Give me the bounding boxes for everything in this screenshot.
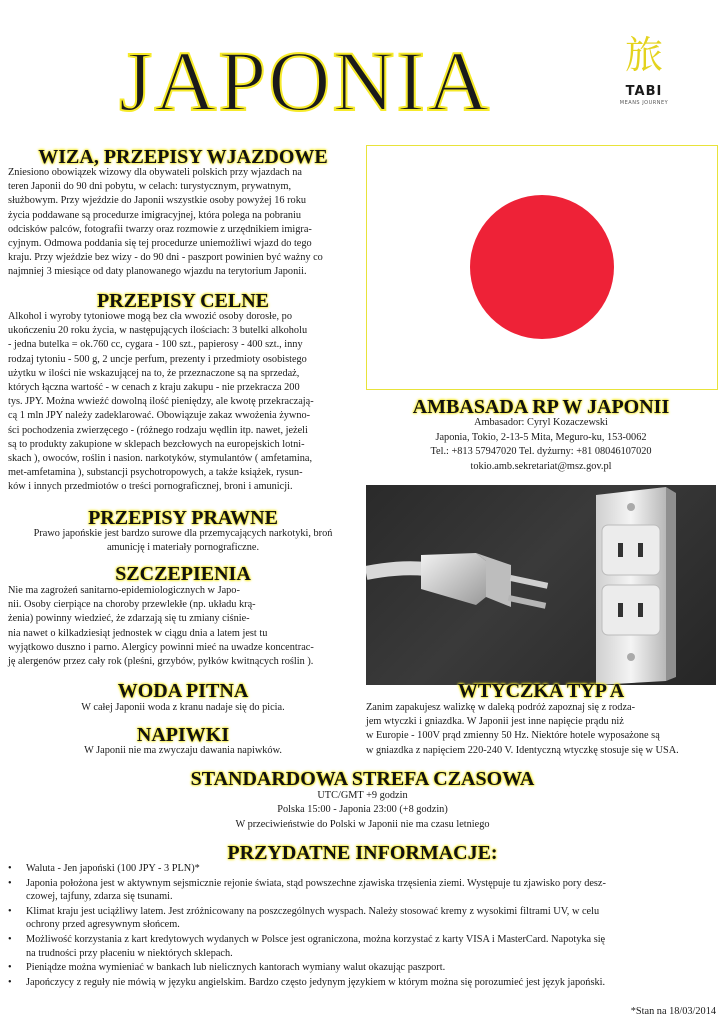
text-line: W przeciwieństwie do Polski w Japonii nie ma czasu letniego xyxy=(235,818,490,830)
text-line: Alkohol i wyroby tytoniowe mogą bez cła wwozić osoby dorosłe, po xyxy=(8,311,292,322)
text-line: kraju. Przy wjeździe bez wizy - do 90 dni - paszport powinien być ważny co xyxy=(8,252,323,264)
text-line: ukończeniu 20 roku życia, w następujących ilościach: 3 butelki alkoholu xyxy=(8,325,308,337)
text-line: odcisków palców, fotografii twarzy oraz rozmowie z urzędnikiem imigra- xyxy=(8,223,312,235)
list-item: • Waluta - Jen japoński (100 JPY - 3 PLN)* xyxy=(4,862,720,876)
text-line: nii. Osoby cierpiące na choroby przewlekłe (np. układu krą- xyxy=(8,599,256,611)
list-item: • Japończycy z reguły nie mówią w języku angielskim. Bardzo często jedynym językiem w którym można się porozumieć jest język japoński. xyxy=(4,976,720,990)
plug-socket-image xyxy=(366,485,716,685)
section-ambasada xyxy=(366,416,716,474)
section-strefa xyxy=(0,789,725,832)
list-item: • Klimat kraju jest uciążliwy latem. Jest zróżnicowany na poszczególnych wyspach. Należy stosować kremy z wysokimi filtrami UV, w celu ochrony przed agresywnym słońcem. xyxy=(4,905,720,932)
page-title: JAPONIA xyxy=(118,33,492,129)
heading-przydatne: PRZYDATNE INFORMACJE: xyxy=(227,842,498,864)
heading-szczepienia: SZCZEPIENIA xyxy=(115,563,251,585)
info-list xyxy=(4,862,720,990)
text-line: najmniej 3 miesiące od daty planowanego wjazdu na terytorium Japonii. xyxy=(8,266,307,278)
heading-prawne: PRZEPISY PRAWNE xyxy=(88,507,278,529)
text-line: skach ), owoców, roślin i nasion. narkotyków, stymulantów ( amfetamina, xyxy=(8,453,313,465)
list-item: • Japonia położona jest w aktywnym sejsmicznie rejonie świata, stąd powszechne zjawiska trzęsienia ziemi. Występuje tu zjawisko pory desz- czowej, tajfuny, zdarza się tsunami. xyxy=(4,877,720,904)
ambassador-name: Ambasador: Cyryl Kozaczewski xyxy=(474,417,608,428)
text-line: w gniazdka z napięciem 220-240 V. Identyczną wtyczkę stosuje się w USA. xyxy=(366,744,679,756)
text-line: - jedna butelka = ok.760 cc, cygara - 100 szt., papierosy - 400 szt., inny xyxy=(8,339,303,351)
text-line: jem wtyczki i gniazdka. W Japonii jest inne napięcie prądu niż xyxy=(366,716,624,728)
heading-napiwki: NAPIWKI xyxy=(136,724,230,746)
text-line: służbowym. Przy wjeździe do Japonii wszystkie osoby powyżej 16 roku xyxy=(8,195,306,207)
heading-wtyczka: WTYCZKA TYP A xyxy=(457,680,625,702)
text-line: życia poddawane są procedurze imigracyjnej, która polega na pobraniu xyxy=(8,209,302,221)
text-line: tys. JPY. Można wwieźć dowolną ilość pieniędzy, ale kwotę przekraczają- xyxy=(8,396,314,408)
text-line: Zniesiono obowiązek wizowy dla obywateli polskich przy wjazdach na xyxy=(8,167,302,178)
text-line: wyjątkowo duszno i parno. Alergicy powinni mieć na uwadze koncentrac- xyxy=(8,641,314,653)
section-wiza xyxy=(8,166,358,280)
heading-celne: PRZEPISY CELNE xyxy=(96,290,270,312)
text-line: są to produkty zakupione w sklepach bezcłowych na europejskich lotni- xyxy=(8,438,305,450)
footnote-date: *Stan na 18/03/2014 xyxy=(630,1006,716,1017)
flag-sun xyxy=(470,195,614,339)
text-line: ję alergenów przez cały rok (pleśni, grzybów, pyłków kwitnących roślin ). xyxy=(8,656,314,668)
text-line: teren Japonii do 90 dni pobytu, w celach: turystycznym, prywatnym, xyxy=(8,181,292,193)
text-line: żenia) powinny wiedzieć, że zdarzają się tu zmiany ciśnie- xyxy=(8,613,250,625)
heading-woda: WODA PITNA xyxy=(117,680,249,702)
text-line: Zanim zapakujesz walizkę w daleką podróż zapoznaj się z rodza- xyxy=(366,702,636,713)
list-item: • Pieniądze można wymieniać w bankach lub nielicznych kantorach wymiany walut okazując paszport. xyxy=(4,961,720,975)
heading-wiza: WIZA, PRZEPISY WJAZDOWE xyxy=(38,146,328,168)
text-line: cyjnym. Odmowa poddania się tej procedurze uniemożliwi wjazd do tego xyxy=(8,238,312,250)
text-woda: W całej Japonii woda z kranu nadaje się do picia. xyxy=(81,702,285,713)
section-wtyczka xyxy=(366,701,716,758)
heading-ambasada: AMBASADA RP W JAPONII xyxy=(412,396,670,418)
text-line: Polska 15:00 - Japonia 23:00 (+8 godzin) xyxy=(277,804,448,816)
section-szczepienia xyxy=(8,584,358,669)
text-line: Prawo japońskie jest bardzo surowe dla przemycających narkotyki, broń xyxy=(33,528,333,539)
text-line: UTC/GMT +9 godzin xyxy=(317,790,408,801)
plug-socket-icon xyxy=(366,485,716,685)
embassy-email[interactable]: tokio.amb.sekretariat@msz.gov.pl xyxy=(470,460,612,472)
embassy-address: Japonia, Tokio, 2-13-5 Mita, Meguro-ku, 153-0062 xyxy=(435,431,647,443)
tabi-logo-icon: 旅 xyxy=(624,33,663,77)
japan-flag xyxy=(366,145,718,390)
text-line: rodzaj tytoniu - 500 g, 2 uncje perfum, prezenty i przedmioty osobistego xyxy=(8,353,307,365)
text-napiwki: W Japonii nie ma zwyczaju dawania napiwków. xyxy=(84,745,282,756)
text-line: ków i innych przedmiotów o treści pornograficznej, broni i amunicji. xyxy=(8,481,293,493)
logo-name: TABI xyxy=(625,84,663,99)
text-line: Nie ma zagrożeń sanitarno-epidemiologicznych w Japo- xyxy=(8,585,240,596)
text-line: w Europie - 100V prąd zmienny 50 Hz. Niektóre hotele wyposażone są xyxy=(366,730,660,742)
text-line: met-amfetamina ), substancji psychotropowych, a także książek, rysun- xyxy=(8,467,303,479)
text-line: których łączna wartość - w cenach z kraju zakupu - nie przekracza 200 xyxy=(8,382,300,394)
text-line: nia nawet o kilkadziesiąt jednostek w ciągu dnia a latem jest tu xyxy=(8,627,268,639)
list-item: • Możliwość korzystania z kart kredytowych wydanych w Polsce jest ograniczona, można korzystać z karty VISA i MasterCard. Napotyka się na trudności przy płaceniu w niektórych sklepach. xyxy=(4,933,720,960)
text-line: użytku w ilości nie wskazującej na to, że przeznaczone są na sprzedaż, xyxy=(8,367,300,379)
heading-strefa: STANDARDOWA STREFA CZASOWA xyxy=(190,768,535,790)
logo-tagline: MEANS JOURNEY xyxy=(619,100,669,106)
section-prawne xyxy=(8,527,358,555)
section-celne xyxy=(8,310,358,495)
text-line: ści pochodzenia zwierzęcego - (różnego rodzaju wędlin itp. nawet, jeżeli xyxy=(8,424,308,436)
text-line: amunicję i materiały pornograficzne. xyxy=(106,542,260,554)
text-line: cą 1 mln JPY należy zadeklarować. Obowiązuje zakaz wwożenia żywno- xyxy=(8,410,311,422)
embassy-phone: Tel.: +813 57947020 Tel. dyżurny: +81 08046107020 xyxy=(430,446,652,458)
